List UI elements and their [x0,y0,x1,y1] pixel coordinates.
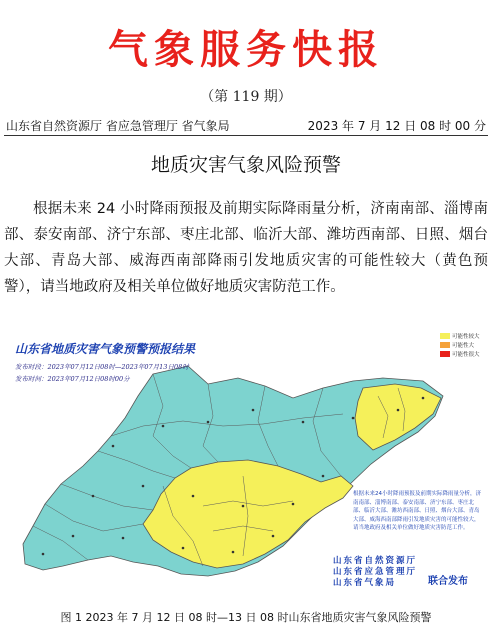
legend-swatch-yellow [440,333,450,339]
issuer-line: 山东省自然资源厅 [333,556,418,566]
legend-item: 可能性大 [440,341,488,350]
legend-item: 可能性较大 [440,332,488,341]
issue-number: （第 119 期） [200,89,292,105]
legend-item: 可能性很大 [440,350,488,359]
legend-swatch-red [440,351,450,357]
issuer-line: 山东省气象局 [333,578,397,588]
issue-date: 2023 年 7 月 12 日 08 时 00 分 [307,119,486,133]
meta-divider [4,135,488,136]
joint-release-label: 联合发布 [428,576,468,587]
warning-headline: 地质灾害气象风险预警 [150,154,341,176]
map-note: 根据未来24小时降雨预报及前期实际降雨量分析，济南南部、淄博南部、泰安南部、济宁东部、枣庄北部、临沂大部、潍坊西南部、日照、烟台大部、青岛大部、威海西南部降雨引发地质灾害的可能性较大，请当地政府及相关单位做好地质灾害防范工作。 [353,491,482,531]
figure-caption: 图 1 2023 年 7 月 12 日 08 时—13 日 08 时山东省地质灾害气象风险预警 [60,611,432,624]
issuer-line: 山东省应急管理厅 [333,567,418,577]
map-release-time: 发布时间：2023年07月12日08时00分 [15,375,130,383]
warning-body-text: 根据未来 24 小时降雨预报及前期实际降雨量分析，济南南部、淄博南部、泰安南部、济宁东部、枣庄北部、临沂大部、潍坊西南部、日照、烟台大部、青岛大部、威海西南部降雨引发地质灾害的可能性较大（黄色预警），请当地政府及相关单位做好地质灾害防范工作。 [4,201,488,295]
legend-swatch-orange [440,342,450,348]
map-legend [440,332,488,359]
map-issue-period: 发布时段：2023年07月12日08时—2023年07月13日08时 [15,363,189,371]
bulletin-masthead: 气象服务快报 [108,27,384,73]
issuing-departments: 山东省自然资源厅 省应急管理厅 省气象局 [6,119,230,133]
map-title: 山东省地质灾害气象预警预报结果 [15,342,196,356]
warning-map-figure [3,326,489,596]
map-issuers [333,556,417,589]
